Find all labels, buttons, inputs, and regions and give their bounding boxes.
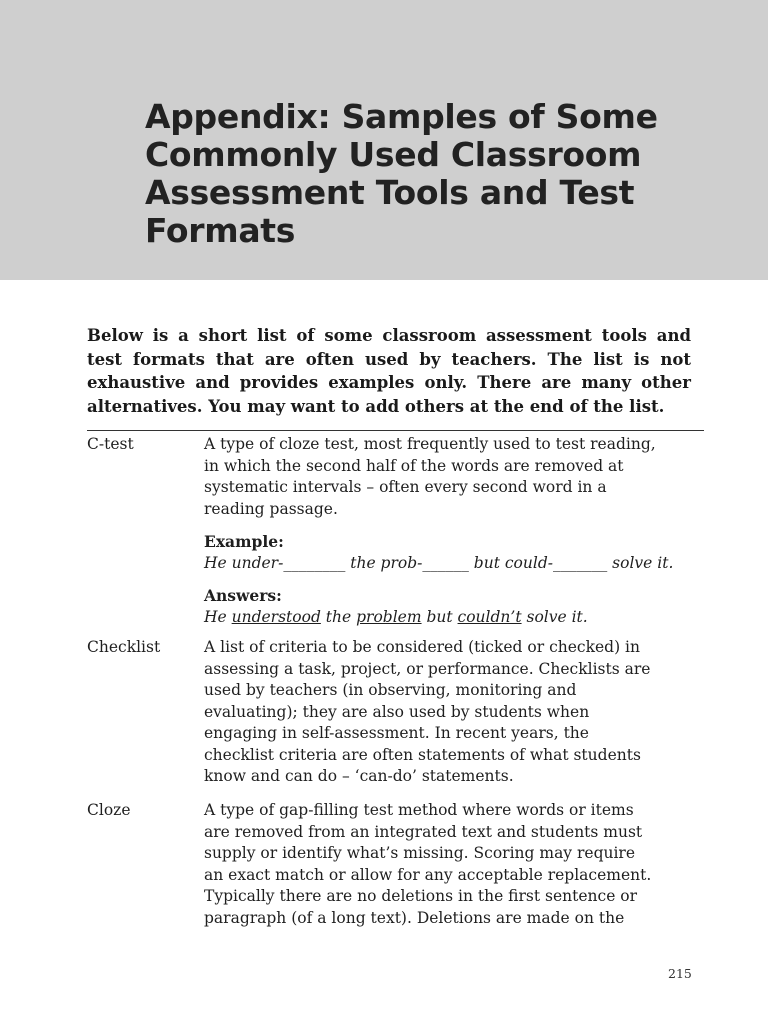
intro-paragraph <box>87 324 691 418</box>
intro-line: test formats that are often used by teachers. The list is not <box>87 349 691 369</box>
entry-term: C-test <box>87 435 134 453</box>
definition-line: reading passage. <box>204 499 338 518</box>
definition-line: in which the second half of the words are removed at <box>204 456 624 475</box>
example-label: Example: <box>204 532 284 551</box>
entry-definition <box>204 800 704 929</box>
spacer <box>204 520 704 531</box>
definition-line: supply or identify what’s missing. Scoring may require <box>204 844 636 862</box>
entry-term: Checklist <box>87 638 161 656</box>
entry-term: Cloze <box>87 801 131 819</box>
definition-line: A type of gap-filling test method where words or items <box>204 801 634 819</box>
title-line: Commonly Used Classroom <box>145 135 642 174</box>
answers-text <box>204 607 704 629</box>
answers-label: Answers: <box>204 586 282 605</box>
answer-word: couldn’t <box>457 607 522 626</box>
divider-rule <box>87 430 704 431</box>
intro-line: Below is a short list of some classroom assessment tools and <box>87 326 691 345</box>
definition-line: A type of cloze test, most frequently used to test reading, <box>204 435 656 453</box>
answers-part: He <box>204 607 232 626</box>
page-title <box>145 98 705 250</box>
intro-line: alternatives. You may want to add others at the end of the list. <box>87 396 665 416</box>
answers-part: solve it. <box>521 607 588 626</box>
definition-line: know and can do – ‘can-do’ statements. <box>204 767 514 785</box>
spacer <box>204 574 704 585</box>
definition-line: used by teachers (in observing, monitoring and <box>204 681 577 699</box>
entry-definition <box>204 434 704 628</box>
definition-line: an exact match or allow for any acceptable replacement. <box>204 865 652 884</box>
entry-definition <box>204 637 704 788</box>
intro-line: exhaustive and provides examples only. There are many other <box>87 373 691 392</box>
definition-line: systematic intervals – often every second word in a <box>204 478 607 496</box>
example-text: He under-________ the prob-______ but could-_______ solve it. <box>204 553 674 572</box>
page-number: 215 <box>668 966 692 981</box>
definition-line: evaluating); they are also used by students when <box>204 702 590 721</box>
answers-part: the <box>320 607 357 626</box>
answer-word: understood <box>231 607 321 626</box>
definition-line: checklist criteria are often statements of what students <box>204 745 641 764</box>
definition-line: assessing a task, project, or performance. Checklists are <box>204 659 651 678</box>
definition-line: engaging in self-assessment. In recent years, the <box>204 724 589 742</box>
definition-line: paragraph (of a long text). Deletions are made on the <box>204 908 625 927</box>
definition-line: A list of criteria to be considered (ticked or checked) in <box>204 638 640 656</box>
title-line: Appendix: Samples of Some <box>145 97 658 136</box>
title-line: Assessment Tools and Test <box>145 173 635 212</box>
title-line: Formats <box>145 211 296 250</box>
answer-word: problem <box>356 607 422 626</box>
answers-part: but <box>421 607 458 626</box>
definition-line: are removed from an integrated text and students must <box>204 822 643 841</box>
definition-line: Typically there are no deletions in the first sentence or <box>204 887 638 905</box>
